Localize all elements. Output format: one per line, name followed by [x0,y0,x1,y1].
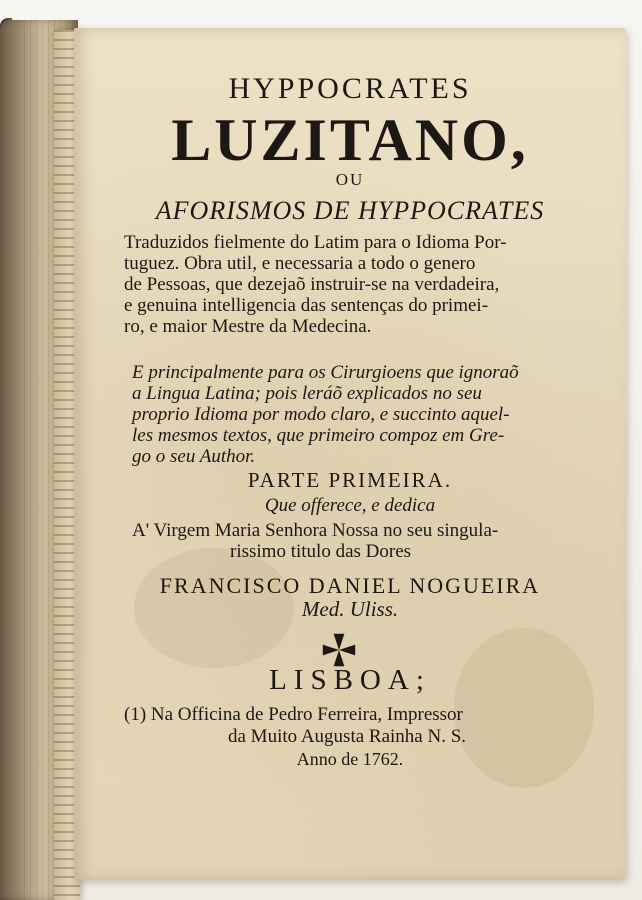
description-line: Traduzidos fielmente do Latim para o Idioma Por- [124,232,507,253]
printer-line: (1) Na Officina de Pedro Ferreira, Impressor [124,704,463,725]
offer-line: Que offerece, e dedica [264,495,436,516]
description-line: de Pessoas, que dezejaõ instruir-se na verdadeira, [124,274,500,295]
description-line: e genuina intelligencia das sentenças do primei- [124,295,489,316]
italic-line: proprio Idioma por modo claro, e succinto aquel- [132,404,510,425]
author-title: Med. Uliss. [301,597,399,621]
dedication-paragraph [132,520,602,562]
description-paragraph [124,232,594,337]
title-line-2: LUZITANO, [171,107,529,173]
author-name: FRANCISCO DANIEL NOGUEIRA [159,573,541,598]
italic-line: les mesmos textos, que primeiro compoz em Gre- [132,425,505,446]
year: Anno de 1762. [296,749,404,769]
part-heading: PARTE PRIMEIRA. [247,468,453,492]
italic-line: go o seu Author. [132,446,256,467]
dedication-line: rissimo titulo das Dores [230,541,412,562]
place: LISBOA; [269,664,431,696]
title-page [74,28,626,880]
printer-paragraph [124,704,594,748]
subtitle: AFORISMOS DE HYPPOCRATES [155,196,545,225]
title-line-1: HYPPOCRATES [228,72,472,105]
description-line: tuguez. Obra util, e necessaria a todo o genero [124,253,476,274]
title-page-text [74,28,626,880]
description-line: ro, e maior Mestre da Medecina. [124,316,372,337]
title-conjunction: OU [335,170,365,189]
cross-pattee-icon [321,632,357,668]
italic-line: E principalmente para os Cirurgioens que ignoraõ [132,362,519,383]
italic-line: a Lingua Latina; pois leráõ explicados no seu [132,383,482,404]
italic-paragraph [132,362,602,467]
dedication-line: A' Virgem Maria Senhora Nossa no seu singula- [132,520,499,541]
printer-line: da Muito Augusta Rainha N. S. [228,726,467,747]
